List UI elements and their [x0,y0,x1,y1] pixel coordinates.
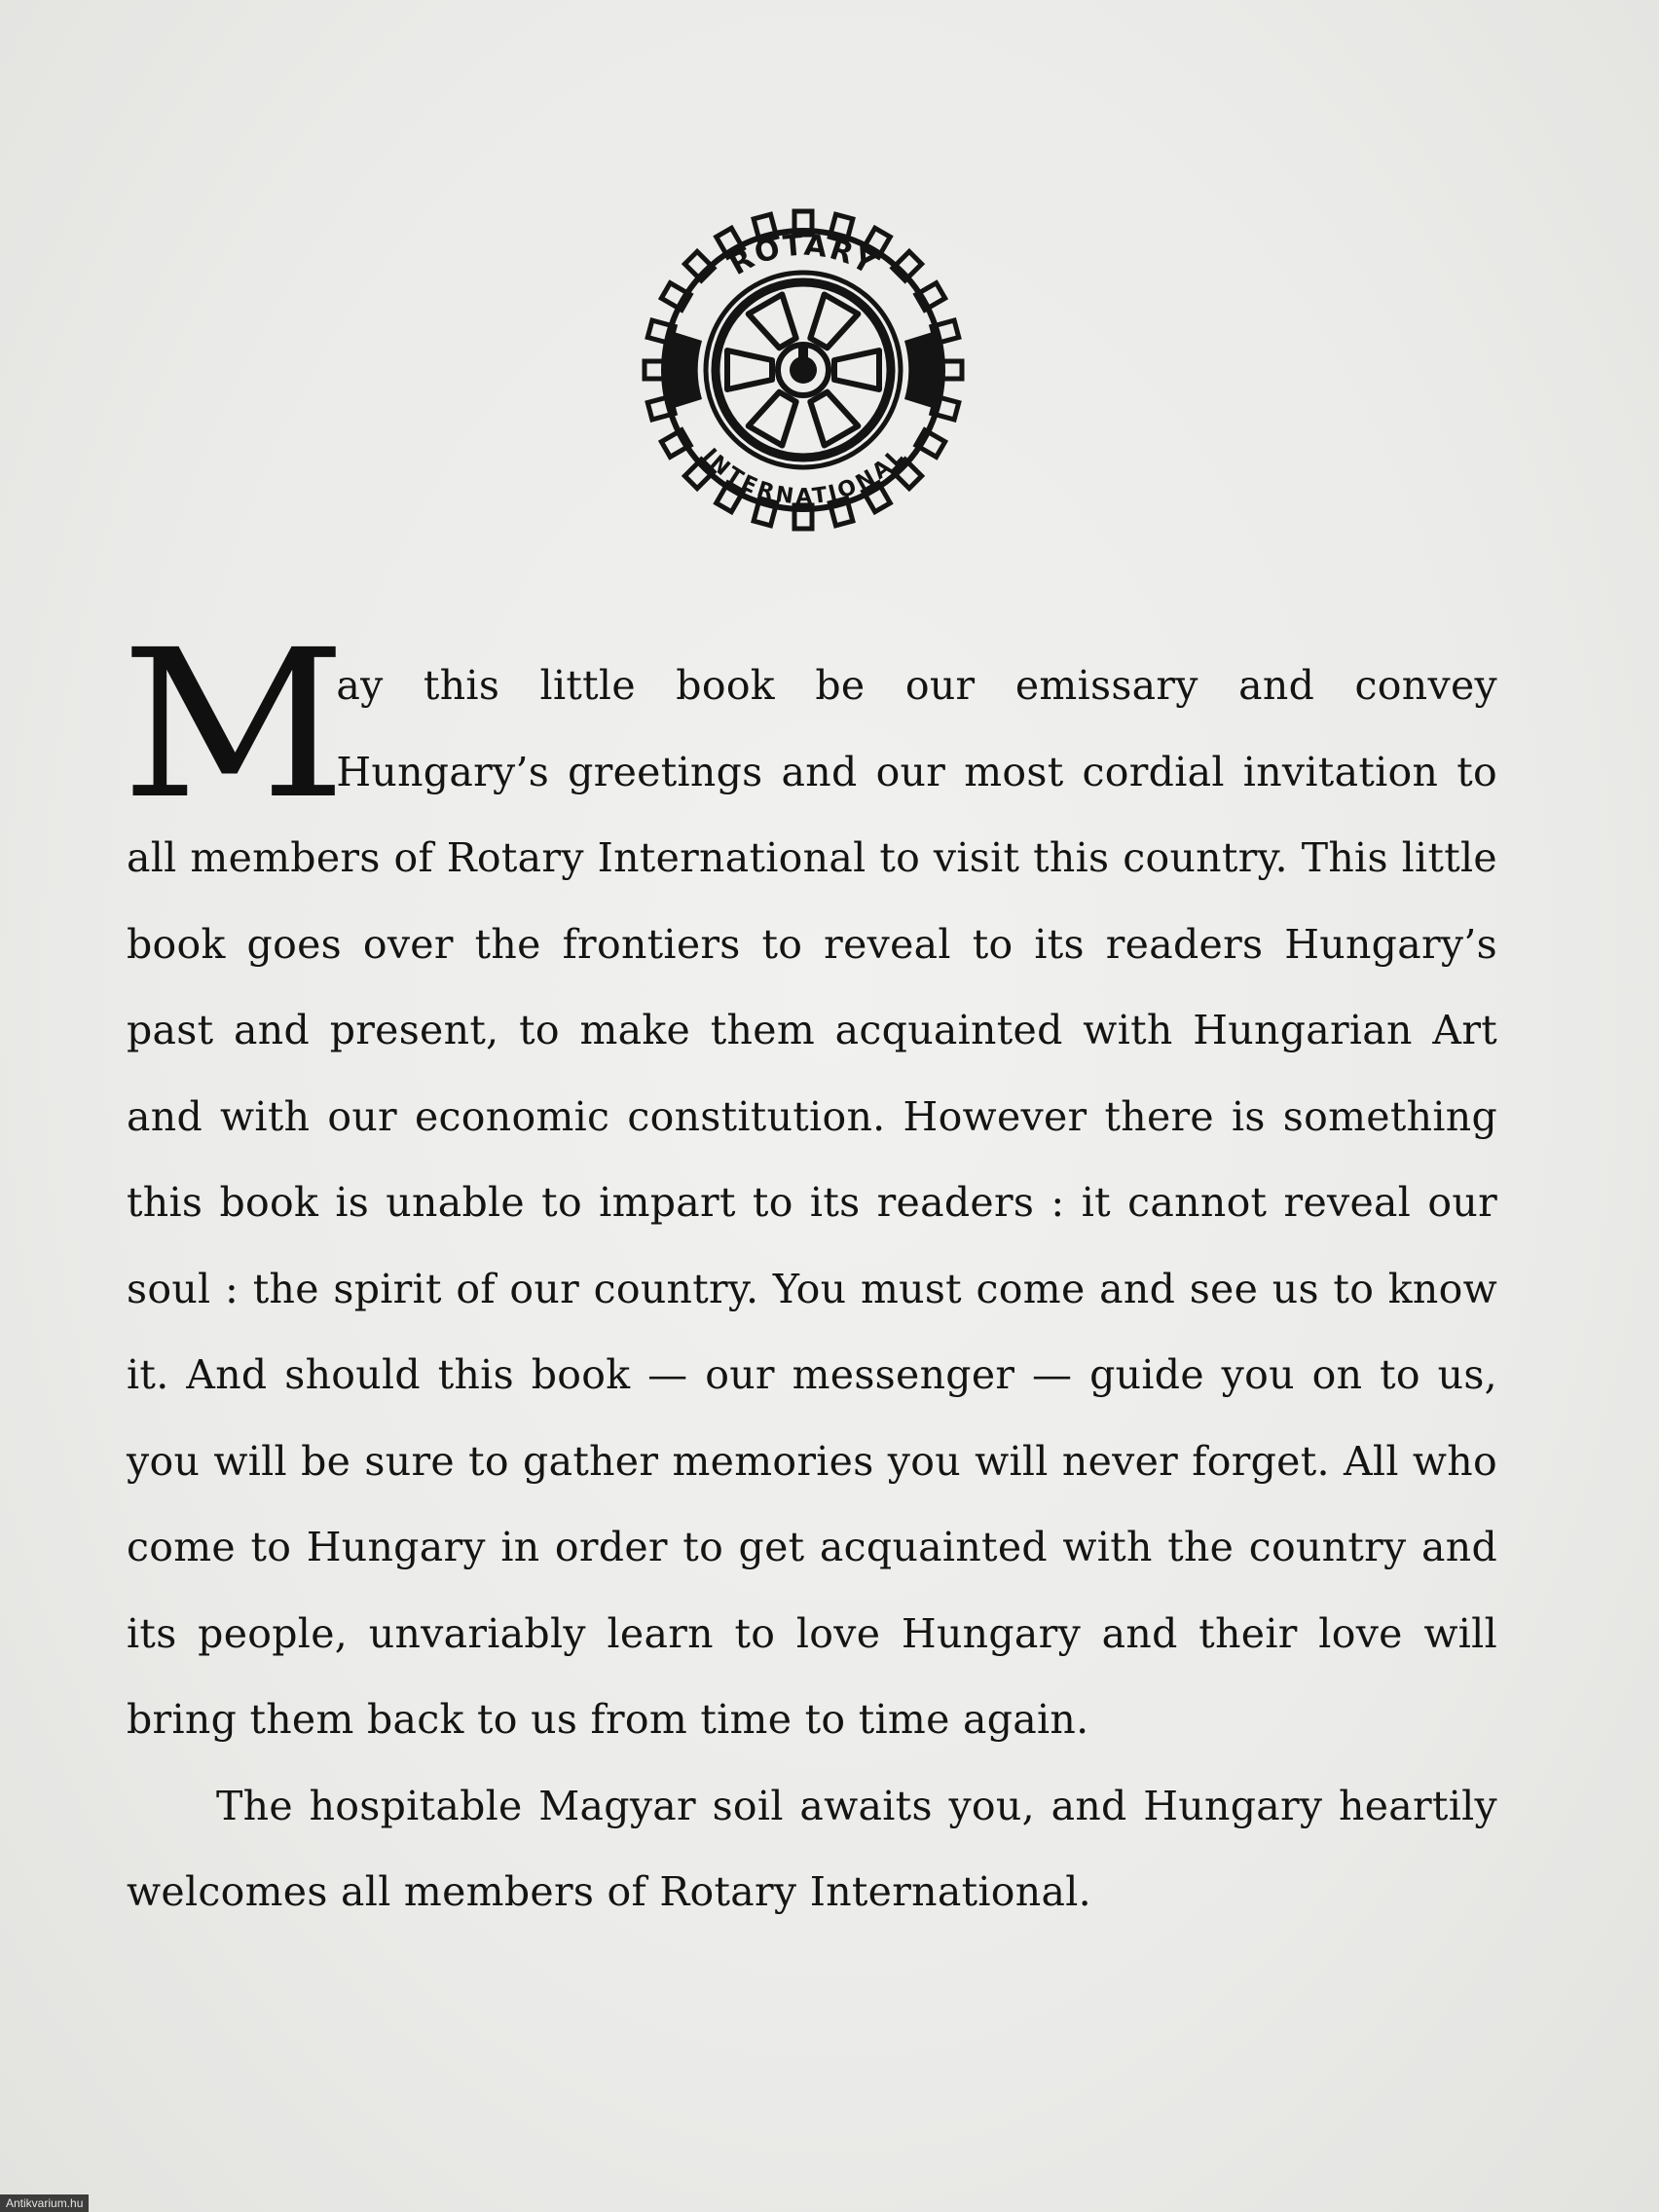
watermark: Antikvarium.hu [0,2194,89,2212]
rotary-gear-icon [638,204,969,535]
intro-paragraph-1 [121,606,1497,1763]
drop-cap: M [121,606,348,844]
emblem-top-text: ROTARY [723,228,883,283]
intro-text [121,606,1497,1936]
paragraph-1-text: ay this little book be our emissary and convey Hungary’s greetings and our most cordial invitation to all members of Rotary International to visit this country. This little book goes over the frontiers to reveal to its readers Hungary’s past and present, to make them acquainted with Hungarian Art and with our economic constitution. However there is something this book is unable to impart to its readers : it cannot reveal our soul : the spirit of our country. You must come and see us to know it. And should this book — our messenger — guide you on to us, you will be sure to gather memories you will never forget. All who come to Hungary in order to get acquainted with the country and its people, unvariably learn to love Hungary and their love will bring them back to us from time to time again. [127,662,1497,1743]
emblem-bottom-text: INTERNATIONAL [697,444,909,510]
intro-paragraph-2: The hospitable Magyar soil awaits you, and Hungary heartily welcomes all members of Rotary International. [127,1782,1497,1915]
rotary-emblem [638,204,969,535]
